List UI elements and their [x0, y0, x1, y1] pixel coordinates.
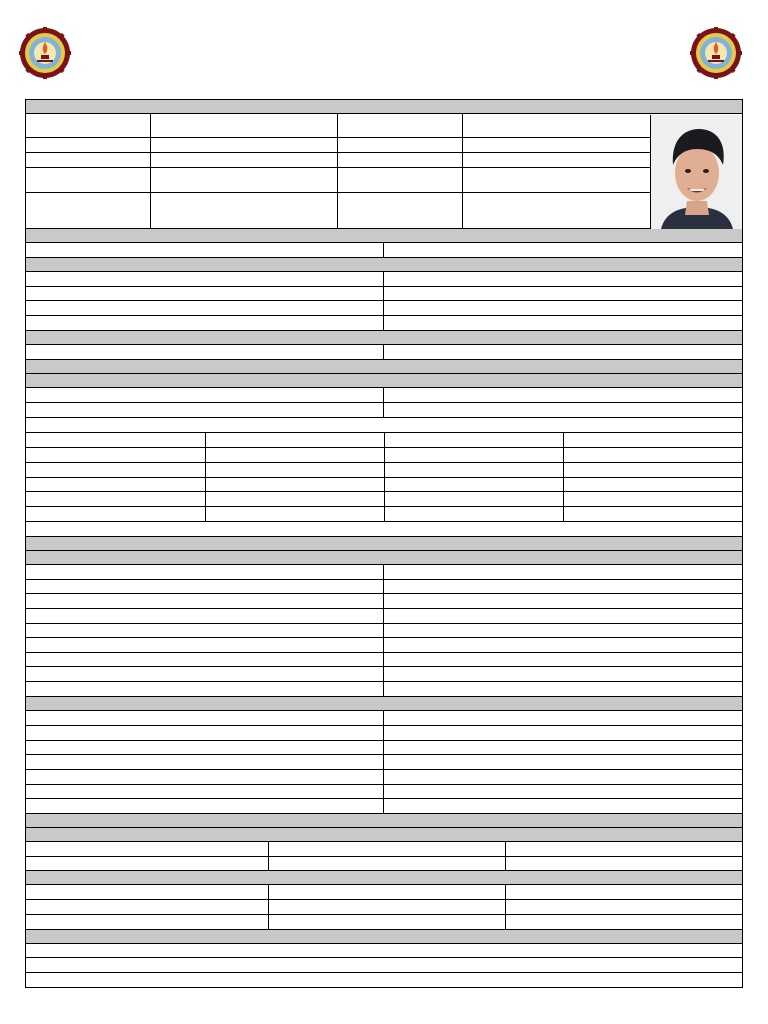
form-cell[interactable]: [26, 741, 384, 754]
applicant-photo-icon: [651, 115, 742, 229]
form-row: [26, 915, 742, 930]
form-cell[interactable]: [26, 726, 384, 740]
form-row: [26, 345, 742, 360]
form-cell[interactable]: [26, 785, 384, 798]
table-cell[interactable]: [385, 448, 564, 462]
table-row: [26, 492, 742, 507]
section-subheader: [26, 374, 742, 388]
section-header: [26, 331, 742, 345]
form-row: [26, 624, 742, 638]
table-cell[interactable]: [385, 507, 564, 521]
form-cell[interactable]: [506, 915, 742, 929]
form-cell[interactable]: [26, 565, 384, 579]
form-row: [26, 885, 742, 900]
form-row: [26, 272, 742, 287]
form-cell[interactable]: [26, 153, 151, 167]
form-cell[interactable]: [463, 114, 650, 137]
form-cell[interactable]: [26, 711, 384, 725]
table-cell[interactable]: [385, 463, 564, 477]
form-row: [26, 638, 742, 653]
form-cell[interactable]: [26, 609, 384, 623]
form-cell[interactable]: [26, 857, 269, 870]
form-cell[interactable]: [384, 682, 742, 696]
table-cell[interactable]: [26, 433, 206, 447]
form-row: [26, 168, 650, 193]
table-row: [26, 448, 742, 463]
form-cell[interactable]: [463, 193, 650, 228]
form-cell[interactable]: [384, 799, 742, 813]
form-cell[interactable]: [269, 900, 506, 914]
table-cell[interactable]: [206, 448, 385, 462]
section-header: [26, 814, 742, 828]
table-cell[interactable]: [206, 433, 385, 447]
form-cell[interactable]: [338, 193, 463, 228]
form-row: [26, 153, 650, 168]
form-cell[interactable]: [26, 915, 269, 929]
form-cell[interactable]: [384, 243, 742, 257]
form-row: [26, 726, 742, 741]
form-cell[interactable]: [26, 403, 384, 417]
form-row: [26, 114, 650, 138]
form-row: [26, 755, 742, 770]
form-row: [26, 785, 742, 799]
section-header: [26, 871, 742, 885]
form-row: [26, 193, 650, 229]
form-cell[interactable]: [338, 138, 463, 152]
form-cell[interactable]: [338, 114, 463, 137]
university-emblem-icon: [690, 27, 742, 79]
form-cell[interactable]: [384, 388, 742, 402]
form-cell[interactable]: [151, 168, 338, 192]
form-cell[interactable]: [151, 153, 338, 167]
form-cell[interactable]: [269, 915, 506, 929]
form-row[interactable]: [26, 944, 742, 958]
form-row: [26, 770, 742, 785]
form-cell[interactable]: [384, 741, 742, 754]
form-row: [26, 799, 742, 814]
form-cell[interactable]: [463, 138, 650, 152]
table-cell[interactable]: [26, 448, 206, 462]
table-cell[interactable]: [26, 463, 206, 477]
form-cell[interactable]: [384, 301, 742, 315]
form-cell[interactable]: [384, 609, 742, 623]
form-cell[interactable]: [463, 168, 650, 192]
form-row: [26, 403, 742, 418]
form-cell[interactable]: [26, 316, 384, 330]
form-cell[interactable]: [26, 770, 384, 784]
university-emblem-icon: [19, 27, 71, 79]
table-row: [26, 478, 742, 492]
form-row: [26, 711, 742, 726]
form-cell[interactable]: [26, 653, 384, 666]
form-cell[interactable]: [384, 287, 742, 300]
form-cell[interactable]: [384, 726, 742, 740]
table-cell[interactable]: [26, 492, 206, 506]
table-cell[interactable]: [564, 492, 742, 506]
form-cell[interactable]: [384, 653, 742, 666]
form-cell[interactable]: [26, 243, 384, 257]
form-cell[interactable]: [506, 842, 742, 856]
table-row: [26, 507, 742, 522]
form-cell[interactable]: [26, 580, 384, 593]
form-cell[interactable]: [26, 272, 384, 286]
form-cell[interactable]: [384, 580, 742, 593]
form-row: [26, 301, 742, 316]
form-cell[interactable]: [151, 114, 338, 137]
table-cell[interactable]: [26, 507, 206, 521]
form-cell[interactable]: [506, 857, 742, 870]
form-cell[interactable]: [26, 667, 384, 681]
form-cell[interactable]: [384, 624, 742, 637]
form-cell[interactable]: [269, 885, 506, 899]
form-row: [26, 388, 742, 403]
form-cell[interactable]: [384, 345, 742, 359]
form-cell[interactable]: [384, 565, 742, 579]
section-subheader: [26, 828, 742, 842]
section-subheader: [26, 551, 742, 565]
form-cell[interactable]: [506, 900, 742, 914]
applicant-photo: [650, 115, 742, 229]
form-row: [26, 842, 742, 857]
form-cell[interactable]: [384, 785, 742, 798]
form-cell[interactable]: [26, 624, 384, 637]
form-row: [26, 653, 742, 667]
form-row: [26, 609, 742, 624]
form-cell[interactable]: [26, 638, 384, 652]
table-cell[interactable]: [26, 478, 206, 491]
form-cell[interactable]: [26, 193, 151, 228]
table-cell[interactable]: [385, 478, 564, 491]
table-cell[interactable]: [385, 433, 564, 447]
form-cell[interactable]: [384, 638, 742, 652]
form-row: [26, 857, 742, 871]
form-row: [26, 243, 742, 258]
form-row: [26, 682, 742, 697]
form-row: [26, 594, 742, 609]
table-cell[interactable]: [206, 463, 385, 477]
form-cell[interactable]: [26, 138, 151, 152]
section-header: [26, 537, 742, 551]
form-row: [26, 316, 742, 331]
form-cell[interactable]: [384, 667, 742, 681]
section-header: [26, 697, 742, 711]
form-row: [26, 287, 742, 301]
form-cell[interactable]: [26, 388, 384, 402]
form-row: [26, 418, 742, 433]
form-row: [26, 138, 650, 153]
form-cell[interactable]: [26, 842, 269, 856]
form-cell[interactable]: [384, 770, 742, 784]
form-row: [26, 900, 742, 915]
form-cell[interactable]: [338, 168, 463, 192]
form-cell[interactable]: [384, 755, 742, 769]
form-cell[interactable]: [506, 885, 742, 899]
table-row: [26, 463, 742, 478]
table-cell[interactable]: [206, 478, 385, 491]
form-cell[interactable]: [151, 138, 338, 152]
form-cell[interactable]: [26, 755, 384, 769]
application-form: [25, 99, 743, 988]
form-cell[interactable]: [26, 114, 151, 137]
table-cell[interactable]: [564, 448, 742, 462]
form-row[interactable]: [26, 958, 742, 973]
form-cell[interactable]: [26, 345, 384, 359]
form-cell[interactable]: [338, 153, 463, 167]
form-row[interactable]: [26, 973, 742, 987]
section-header: [26, 360, 742, 374]
form-cell[interactable]: [151, 193, 338, 228]
section-header: [26, 258, 742, 272]
form-row: [26, 741, 742, 755]
table-cell[interactable]: [385, 492, 564, 506]
table-cell[interactable]: [564, 463, 742, 477]
form-cell[interactable]: [26, 301, 384, 315]
form-row: [26, 667, 742, 682]
form-row: [26, 565, 742, 580]
section-header: [26, 229, 742, 243]
table-cell[interactable]: [564, 433, 742, 447]
form-cell[interactable]: [384, 711, 742, 725]
form-cell[interactable]: [26, 287, 384, 300]
table-cell[interactable]: [564, 478, 742, 491]
form-cell[interactable]: [26, 594, 384, 608]
form-cell[interactable]: [26, 885, 269, 899]
form-cell[interactable]: [384, 594, 742, 608]
table-row: [26, 433, 742, 448]
table-cell[interactable]: [564, 507, 742, 521]
form-cell[interactable]: [269, 842, 506, 856]
form-cell[interactable]: [384, 272, 742, 286]
form-row: [26, 580, 742, 594]
form-cell[interactable]: [26, 168, 151, 192]
form-cell[interactable]: [26, 682, 384, 696]
form-row: [26, 522, 742, 537]
form-cell[interactable]: [26, 799, 384, 813]
form-cell[interactable]: [384, 316, 742, 330]
form-cell[interactable]: [26, 900, 269, 914]
table-cell[interactable]: [206, 492, 385, 506]
section-header: [26, 930, 742, 944]
form-cell[interactable]: [384, 403, 742, 417]
form-cell[interactable]: [269, 857, 506, 870]
table-cell[interactable]: [206, 507, 385, 521]
form-cell[interactable]: [463, 153, 650, 167]
section-header-personal: [26, 100, 742, 114]
